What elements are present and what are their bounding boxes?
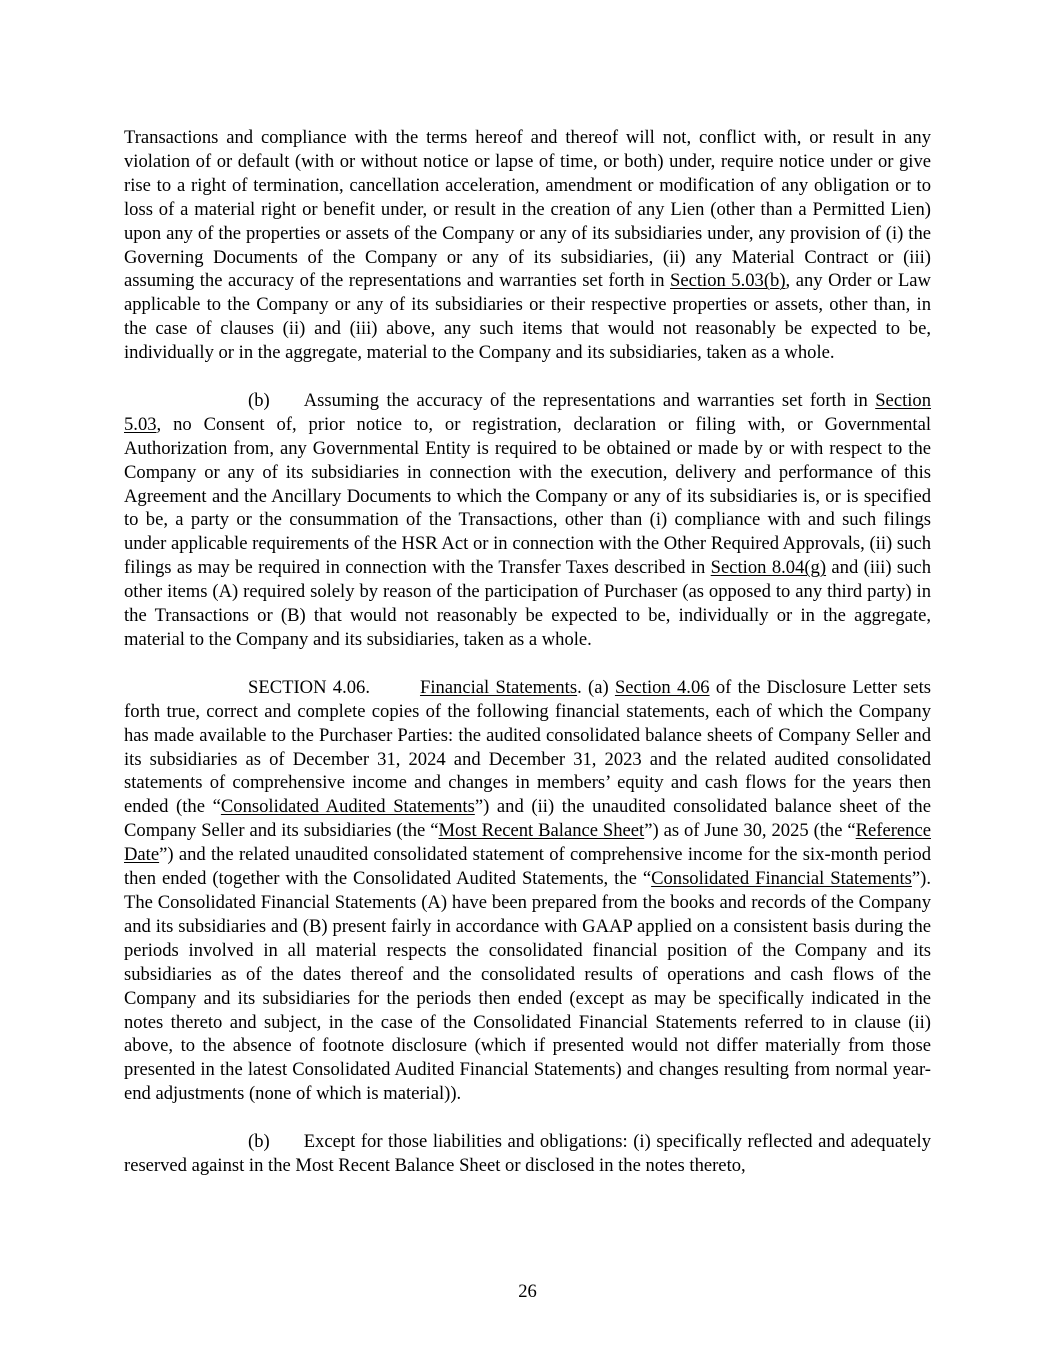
paragraph-b-liabilities — [124, 1130, 931, 1178]
paragraph-text: ”) and the related unaudited consolidated statement of comprehensive income for the six-month period then ended (together with the Consolidated Audited Statements, the “ — [124, 844, 931, 890]
paragraph-text: ”) as of June 30, 2025 (the “ — [644, 820, 856, 842]
paragraph-text: Transactions and compliance with the terms hereof and thereof will not, conflict with, or result in any violation of or default (with or without notice or lapse of time, or both) under, require notice under or give rise to a right of termination, cancellation acceleration, amendment or modification of any obligation or to loss of a material right or benefit under, or result in the creation of any Lien (other than a Permitted Lien) upon any of the properties or assets of the Company or any of its subsidiaries under, any provision of (i) the Governing Documents of the Company or any of its subsidiaries, (ii) any Material Contract or (iii) assuming the accuracy of the representations and warranties set forth in — [124, 127, 931, 292]
paragraph-continuation — [124, 126, 931, 365]
clause-label: (b) — [248, 1131, 270, 1153]
paragraph-text: and (iii) such other items (A) required solely by reason of the participation of Purchaser (as opposed to any third party) in the Transactions or (B) that would not reasonably be expected to be, individually or in the aggregate, material to the Company and its subsidiaries, taken as a whole. — [124, 557, 931, 651]
page-number: 26 — [518, 1281, 537, 1302]
paragraph-text: Assuming the accuracy of the representations and warranties set forth in — [303, 389, 876, 411]
paragraph-text: . (a) — [577, 676, 615, 698]
paragraph-text: , no Consent of, prior notice to, or registration, declaration or filing with, or Governmental Authorization from, any Governmental Entity is required to be obtained or made by or with respect to the Company or any of its subsidiaries in connection with the execution, delivery and performance of this Agreement and the Ancillary Documents to which the Company or any of its subsidiaries is, or is specified to be, a party or the consummation of the Transactions, other than (i) compliance with and such filings under applicable requirements of the HSR Act or in connection with the Other Required Approvals, (ii) such filings as may be required in connection with the Transfer Taxes described in — [124, 413, 931, 579]
clause-label: (b) — [248, 389, 270, 411]
defined-term: Reference Date — [124, 820, 931, 866]
defined-term: Most Recent Balance Sheet — [438, 820, 645, 842]
cross-reference: Section 4.06 — [614, 676, 710, 698]
paragraph-text: ”) and (ii) the unaudited consolidated balance sheet of the Company Seller and its subsidiaries (the “ — [124, 796, 931, 842]
defined-term: Consolidated Audited Statements — [220, 796, 475, 818]
paragraph-text: , any Order or Law applicable to the Company or any of its subsidiaries or their respective properties or assets, other than, in the case of clauses (ii) and (iii) above, any such items that would not reasonably be expected to be, individually or in the aggregate, material to the Company and its subsidiaries, taken as a whole. — [124, 270, 931, 364]
paragraph-text: Except for those liabilities and obligations: (i) specifically reflected and adequately reserved against in the Most Recent Balance Sheet or disclosed in the notes thereto, — [124, 1131, 931, 1176]
cross-reference: Section 5.03(b) — [670, 270, 786, 292]
paragraph-text: ”). The Consolidated Financial Statements (A) have been prepared from the books and records of the Company and its subsidiaries and (B) present fairly in accordance with GAAP applied on a consistent basis during the periods involved in all material respects the consolidated financial position of the Company and its subsidiaries as of the dates thereof and the consolidated results of operations and cash flows of the Company and its subsidiaries for the periods then ended (except as may be specifically indicated in the notes thereto and subject, in the case of the Consolidated Financial Statements referred to in clause (ii) above, to the absence of footnote disclosure (which if presented would not differ materially from those presented in the latest Consolidated Audited Financial Statements) and changes resulting from normal year-end adjustments (none of which is material)). — [124, 868, 931, 1105]
section-label: SECTION 4.06. — [248, 676, 370, 698]
paragraph-text: of the Disclosure Letter sets forth true, correct and complete copies of the following financial statements, each of which the Company has made available to the Purchaser Parties: the audited consolidated balance sheets of Company Seller and its subsidiaries as of December 31, 2024 and December 31, 2023 and the related audited consolidated statements of comprehensive income and changes in members’ equity and cash flows for the years then ended (the “ — [124, 676, 931, 818]
section-heading: Financial Statements — [419, 676, 578, 698]
section-4-06-financial-statements — [124, 676, 931, 1106]
cross-reference: Section 5.03 — [124, 389, 931, 435]
paragraph-b-consents — [124, 389, 931, 652]
document-page — [124, 126, 931, 1202]
cross-reference: Section 8.04(g) — [710, 557, 827, 579]
defined-term: Consolidated Financial Statements — [651, 868, 912, 890]
